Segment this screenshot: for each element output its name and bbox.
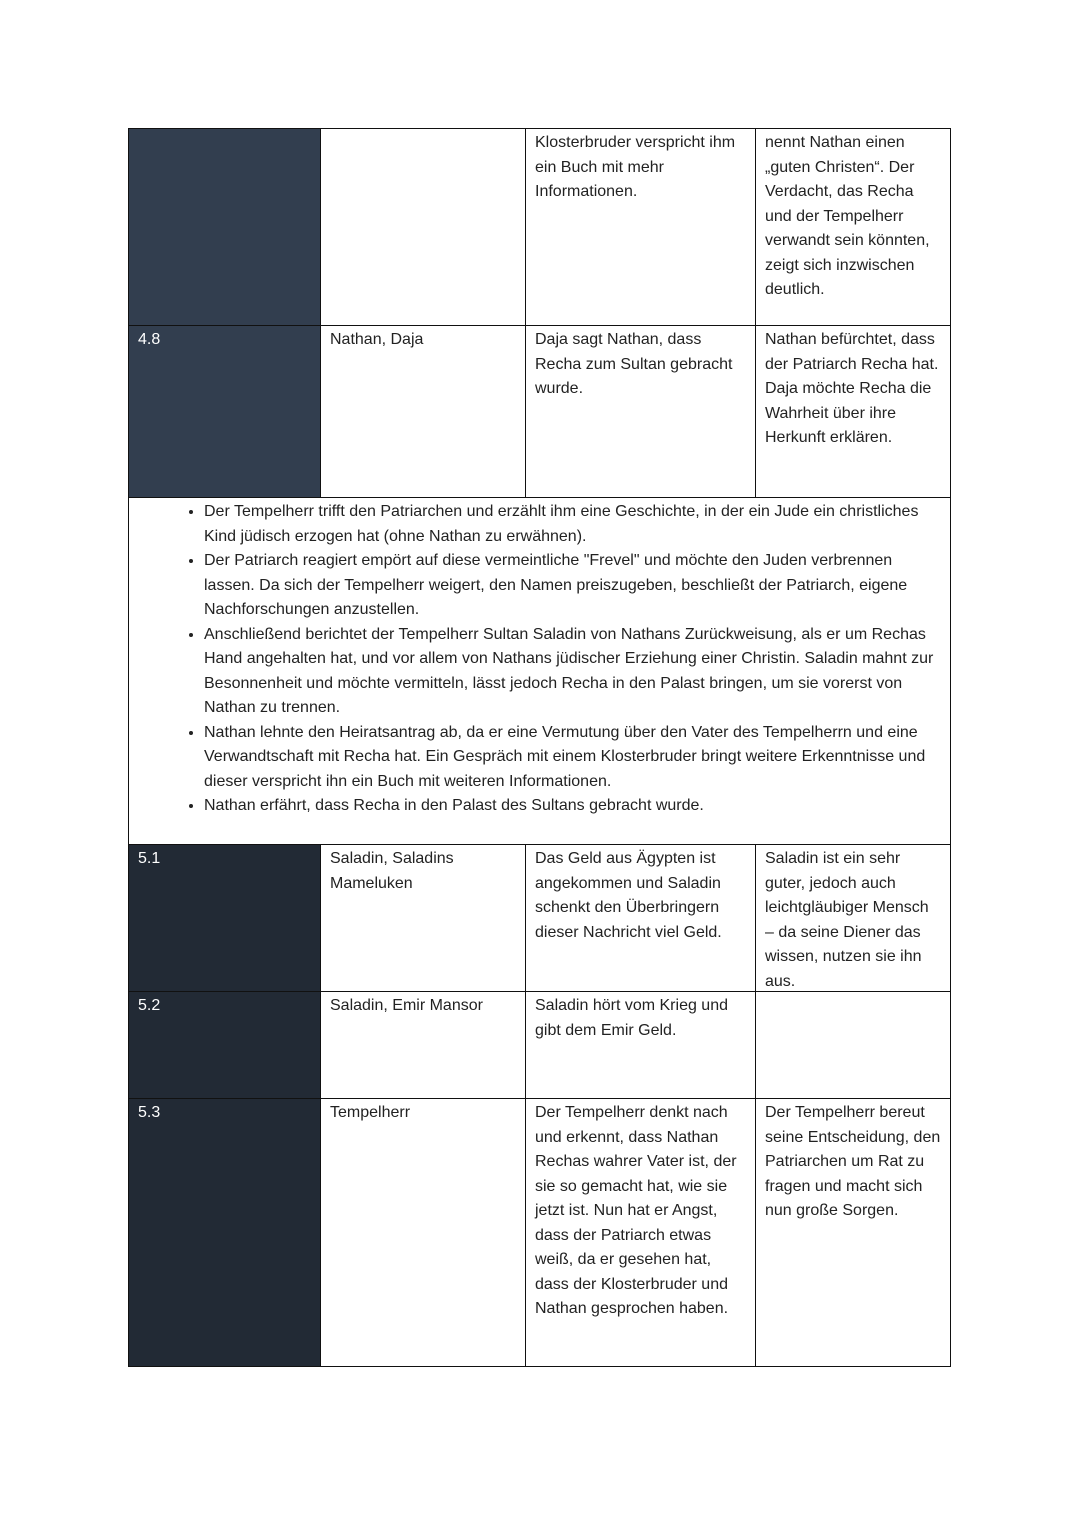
summary-list	[129, 498, 950, 844]
summary-item: • Nathan lehnte den Heiratsantrag ab, da er eine Vermutung über den Vater des Tempelherrn und eine Verwandtschaft mit Recha hat. Ein Gespräch mit einem Klosterbruder bringt weitere Erkenntnisse und dieser verspricht ihn ein Buch mit weiteren Informationen.	[204, 721, 940, 795]
content-cell: Das Geld aus Ägypten ist angekommen und Saladin schenkt den Überbringern dieser Nachricht viel Geld.	[525, 845, 755, 991]
scene-number: 5.3	[129, 1099, 320, 1366]
persons-cell: Saladin, Emir Mansor	[320, 992, 525, 1098]
content-cell: Klosterbruder verspricht ihm ein Buch mit mehr Informationen.	[525, 129, 755, 325]
notes-cell: Der Tempelherr bereut seine Entscheidung, den Patriarchen um Rat zu fragen und macht sich nun große Sorgen.	[755, 1099, 950, 1366]
persons-cell	[320, 129, 525, 325]
content-cell: Der Tempelherr denkt nach und erkennt, dass Nathan Rechas wahrer Vater ist, der sie so gemacht hat, wie sie jetzt ist. Nun hat er Angst, dass der Patriarch etwas weiß, da er gesehen hat, dass der Klosterbruder und Nathan gesprochen haben.	[525, 1099, 755, 1366]
table-row	[129, 1098, 950, 1366]
content-cell: Daja sagt Nathan, dass Recha zum Sultan gebracht wurde.	[525, 326, 755, 497]
persons-cell: Saladin, Saladins Mameluken	[320, 845, 525, 991]
scene-number: 5.1	[129, 845, 320, 991]
content-cell: Saladin hört vom Krieg und gibt dem Emir Geld.	[525, 992, 755, 1098]
scene-number: 4.8	[129, 326, 320, 497]
scene-table	[128, 128, 951, 1367]
notes-cell	[755, 992, 950, 1098]
table-row	[129, 129, 950, 325]
summary-item: • Der Tempelherr trifft den Patriarchen und erzählt ihm eine Geschichte, in der ein Jude ein christliches Kind jüdisch erzogen hat (ohne Nathan zu erwähnen).	[204, 500, 940, 549]
persons-cell: Tempelherr	[320, 1099, 525, 1366]
summary-row	[129, 497, 950, 844]
notes-cell: Saladin ist ein sehr guter, jedoch auch leichtgläubiger Mensch – da seine Diener das wissen, nutzen sie ihn aus.	[755, 845, 950, 991]
table-row	[129, 844, 950, 991]
summary-item: • Der Patriarch reagiert empört auf diese vermeintliche "Frevel" und möchte den Juden verbrennen lassen. Da sich der Tempelherr weigert, den Namen preiszugeben, beschließt der Patriarch, eigene Nachforschungen anzustellen.	[204, 549, 940, 623]
table-row	[129, 991, 950, 1098]
notes-cell: nennt Nathan einen „guten Christen“. Der Verdacht, das Recha und der Tempelherr verwandt sein könnten, zeigt sich inzwischen deutlich.	[755, 129, 950, 325]
scene-number	[129, 129, 320, 325]
summary-item: • Nathan erfährt, dass Recha in den Palast des Sultans gebracht wurde.	[204, 794, 940, 819]
summary-item: • Anschließend berichtet der Tempelherr Sultan Saladin von Nathans Zurückweisung, als er um Rechas Hand angehalten hat, und vor allem von Nathans jüdischer Erziehung einer Christin. Saladin mahnt zur Besonnenheit und möchte vermitteln, lässt jedoch Recha in den Palast bringen, um sie vorerst von Nathan zu trennen.	[204, 623, 940, 721]
persons-cell: Nathan, Daja	[320, 326, 525, 497]
notes-cell: Nathan befürchtet, dass der Patriarch Recha hat. Daja möchte Recha die Wahrheit über ihre Herkunft erklären.	[755, 326, 950, 497]
scene-number: 5.2	[129, 992, 320, 1098]
table-row	[129, 325, 950, 497]
